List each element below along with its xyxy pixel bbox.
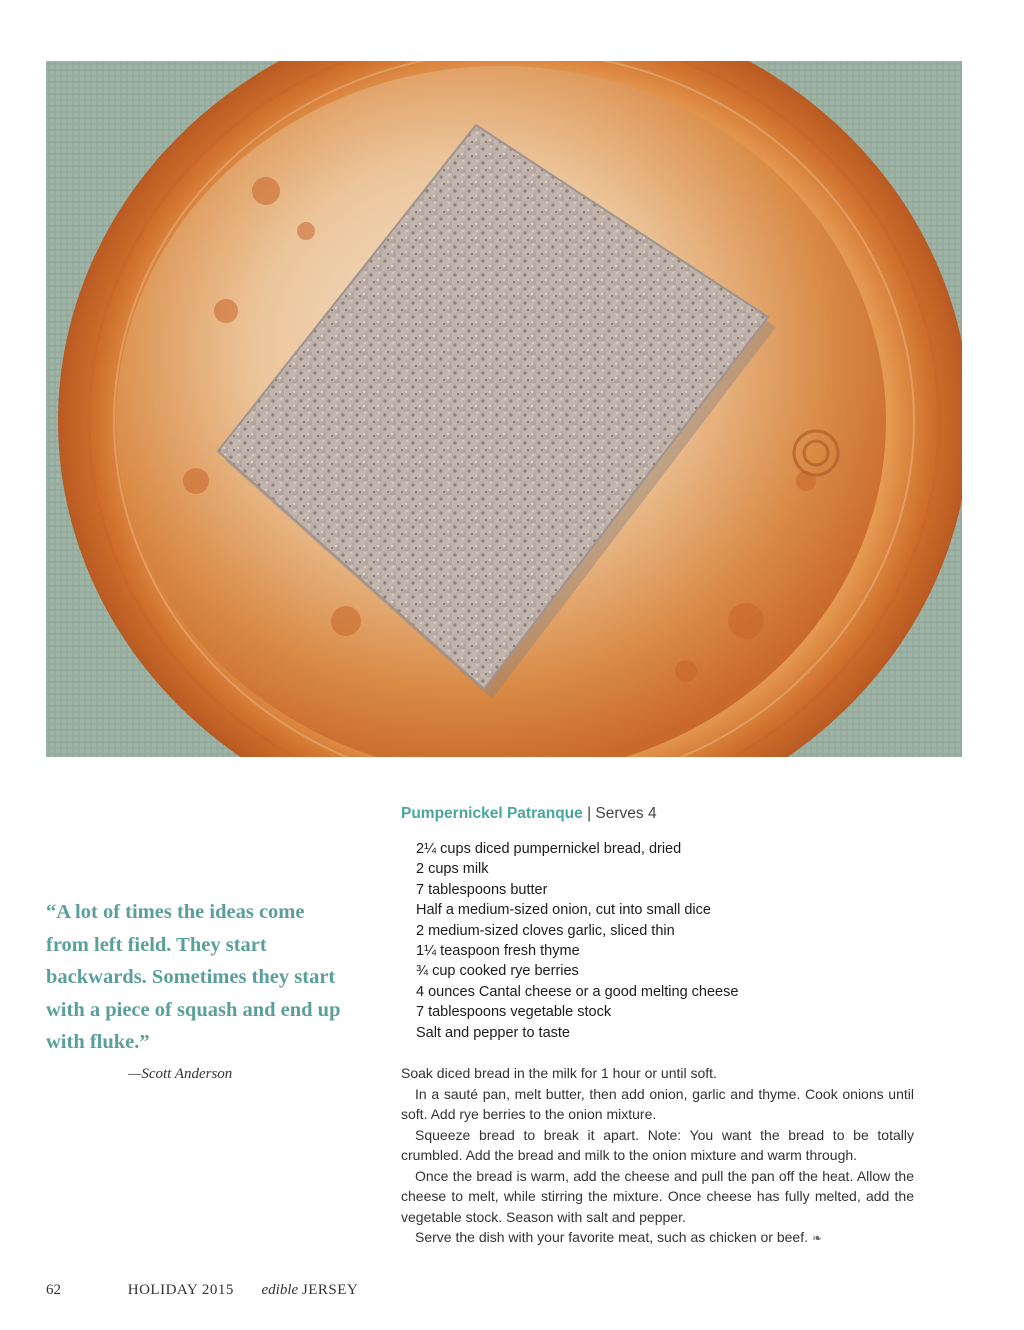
ingredient-item: Salt and pepper to taste xyxy=(416,1024,570,1041)
recipe-photo xyxy=(46,61,962,757)
pull-quote: “A lot of times the ideas come from left field. They start backwards. Sometimes they start with a piece of squash and end up with fluke.” xyxy=(46,901,341,1053)
method-step: In a sauté pan, melt butter, then add onion, garlic and thyme. Cook onions until soft. Add rye berries to the onion mixture. xyxy=(401,1085,914,1122)
recipe-serves: Serves 4 xyxy=(595,805,657,822)
method-step-last xyxy=(401,1227,914,1249)
method-step: Soak diced bread in the milk for 1 hour or until soft. xyxy=(401,1065,717,1081)
ingredient-item: ¾ cup cooked rye berries xyxy=(416,963,579,980)
magazine-name-caps: JERSEY xyxy=(301,1282,359,1298)
method-step: Serve the dish with your favorite meat, such as chicken or beef. xyxy=(415,1229,808,1245)
recipe-title: Pumpernickel Patranque xyxy=(401,805,583,822)
issue-label: HOLIDAY 2015 xyxy=(127,1282,234,1298)
page-number: 62 xyxy=(46,1282,61,1298)
magazine-name-italic: edible xyxy=(261,1282,299,1298)
page-footer xyxy=(46,1282,358,1299)
method-step: Squeeze bread to break it apart. Note: You want the bread to be totally crumbled. Add the bread and milk to the onion mixture and warm through. xyxy=(401,1126,914,1163)
ingredient-item: Half a medium-sized onion, cut into small dice xyxy=(416,902,711,919)
method-step: Once the bread is warm, add the cheese and pull the pan off the heat. Allow the cheese to melt, while stirring the mixture. Once cheese has fully melted, add the vegetable stock. Season with salt and pepper. xyxy=(401,1167,914,1225)
ingredient-item: 2¼ cups diced pumpernickel bread, dried xyxy=(416,841,682,857)
ingredient-item: 4 ounces Cantal cheese or a good melting cheese xyxy=(416,983,739,1000)
recipe-header xyxy=(401,803,657,825)
recipe-method xyxy=(401,1063,914,1249)
ingredient-item: 7 tablespoons vegetable stock xyxy=(416,1004,612,1021)
quote-attribution: —Scott Anderson xyxy=(128,1066,233,1082)
ingredient-item: 2 cups milk xyxy=(416,861,489,878)
ingredient-item: 2 medium-sized cloves garlic, sliced thin xyxy=(416,922,675,939)
end-mark-icon: ❧ xyxy=(811,1231,823,1245)
ingredient-list xyxy=(416,839,738,1043)
title-separator: | xyxy=(587,805,592,822)
ingredient-item: 1¼ teaspoon fresh thyme xyxy=(416,943,580,960)
plate-illustration xyxy=(46,61,962,757)
ingredient-item: 7 tablespoons butter xyxy=(416,881,548,898)
